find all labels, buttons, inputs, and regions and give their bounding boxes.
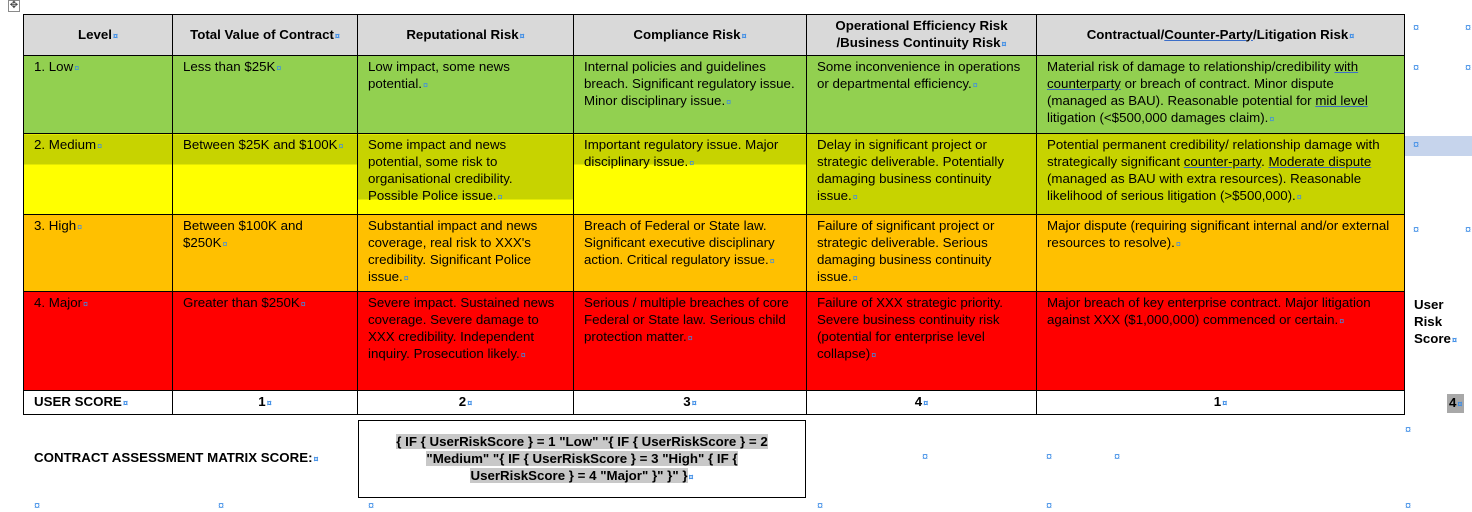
cell-end-mark-icon: ¤ — [689, 158, 695, 168]
cell-value[interactable]: Less than $25K¤ — [173, 56, 358, 134]
cell-end-mark-icon: ¤ — [1451, 335, 1457, 345]
row-end-mark-icon: ¤ — [1465, 22, 1472, 34]
user-score-value-reputational[interactable]: 2¤ — [358, 391, 574, 415]
cell-end-mark-icon: ¤ — [300, 299, 306, 309]
cell-level[interactable]: 3. High¤ — [24, 215, 173, 292]
user-score-value-contractual[interactable]: 1¤ — [1037, 391, 1405, 415]
cell-value[interactable]: Between $25K and $100K¤ — [173, 134, 358, 215]
row-low — [24, 56, 1405, 134]
cell-level[interactable]: 2. Medium¤ — [24, 134, 173, 215]
row-end-mark-icon: ¤ — [1413, 62, 1420, 74]
user-risk-score-label: User Risk Score¤ — [1414, 297, 1457, 346]
cell-end-mark-icon: ¤ — [83, 299, 89, 309]
cell-contractual[interactable]: Potential permanent credibility/ relationship damage with strategically significant counter-party. Moderate dispute (managed as BAU with extra resources). Reasonable likelihood of serious litigation (>$500,000).¤ — [1037, 134, 1405, 215]
row-end-mark-icon: ¤ — [218, 500, 225, 512]
table-move-handle-icon[interactable]: ✥ — [9, 0, 19, 11]
row-end-mark-icon: ¤ — [1413, 139, 1420, 151]
cell-reputational[interactable]: Severe impact. Sustained news coverage. Severe damage to XXX credibility. Independent inquiry. Prosecution likely.¤ — [358, 292, 574, 391]
row-major — [24, 292, 1405, 391]
cell-end-mark-icon: ¤ — [1296, 192, 1302, 202]
cell-end-mark-icon: ¤ — [741, 30, 747, 41]
row-medium — [24, 134, 1405, 215]
cell-end-mark-icon: ¤ — [691, 398, 697, 408]
cell-operational[interactable]: Some inconvenience in operations or departmental efficiency.¤ — [807, 56, 1037, 134]
cell-compliance[interactable]: Breach of Federal or State law. Significant executive disciplinary action. Critical regulatory issue.¤ — [574, 215, 807, 292]
cell-end-mark-icon: ¤ — [972, 80, 978, 90]
row-end-mark-icon: ¤ — [1405, 424, 1412, 436]
cell-end-mark-icon: ¤ — [338, 141, 344, 151]
cell-end-mark-icon: ¤ — [852, 192, 858, 202]
user-score-value-operational[interactable]: 4¤ — [807, 391, 1037, 415]
row-user-score — [24, 391, 1405, 415]
header-row — [24, 15, 1405, 56]
cell-contractual[interactable]: Major dispute (requiring significant internal and/or external resources to resolve).¤ — [1037, 215, 1405, 292]
cell-end-mark-icon: ¤ — [77, 222, 83, 232]
cell-level[interactable]: 4. Major¤ — [24, 292, 173, 391]
header-operational-risk[interactable]: Operational Efficiency Risk /Business Continuity Risk¤ — [807, 15, 1037, 56]
header-contractual-risk[interactable]: Contractual/Counter-Party/Litigation Risk¤ — [1037, 15, 1405, 56]
cell-compliance[interactable]: Internal policies and guidelines breach. Significant regulatory issue. Minor disciplinary issue.¤ — [574, 56, 807, 134]
row-end-mark-icon: ¤ — [1465, 224, 1472, 236]
cell-end-mark-icon: ¤ — [467, 398, 473, 408]
cell-value[interactable]: Greater than $250K¤ — [173, 292, 358, 391]
cell-end-mark-icon: ¤ — [222, 239, 228, 249]
cell-end-mark-icon: ¤ — [923, 398, 929, 408]
cell-end-mark-icon: ¤ — [1269, 114, 1275, 124]
cell-end-mark-icon: ¤ — [1339, 316, 1345, 326]
cell-end-mark-icon: ¤ — [852, 273, 858, 283]
cell-level[interactable]: 1. Low¤ — [24, 56, 173, 134]
cell-end-mark-icon: ¤ — [1175, 239, 1181, 249]
row-end-mark-icon: ¤ — [1046, 500, 1053, 512]
cell-end-mark-icon: ¤ — [74, 63, 80, 73]
cell-end-mark-icon: ¤ — [769, 256, 775, 266]
cell-end-mark-icon: ¤ — [276, 63, 282, 73]
cell-contractual[interactable]: Major breach of key enterprise contract. Major litigation against XXX ($1,000,000) commenced or certain.¤ — [1037, 292, 1405, 391]
cell-end-mark-icon: ¤ — [422, 80, 428, 90]
user-score-value-value[interactable]: 1¤ — [173, 391, 358, 415]
row-end-mark-icon: ¤ — [1413, 22, 1420, 34]
cell-end-mark-icon: ¤ — [113, 30, 119, 41]
cell-end-mark-icon: ¤ — [688, 472, 694, 482]
cell-end-mark-icon: ¤ — [1349, 30, 1355, 41]
cell-value[interactable]: Between $100K and $250K¤ — [173, 215, 358, 292]
cell-reputational[interactable]: Low impact, some news potential.¤ — [358, 56, 574, 134]
cell-end-mark-icon: ¤ — [520, 350, 526, 360]
row-high — [24, 215, 1405, 292]
assessment-score-field[interactable]: { IF { UserRiskScore } = 1 "Low" "{ IF { UserRiskScore } = 2 "Medium" "{ IF { UserRiskScore } = 3 "High" { IF { UserRiskScore } = 4 "Major" }" }" }¤ — [358, 420, 806, 498]
row-end-mark-icon: ¤ — [34, 500, 41, 512]
cell-end-mark-icon: ¤ — [871, 350, 877, 360]
cell-end-mark-icon: ¤ — [313, 454, 319, 464]
cell-end-mark-icon: ¤ — [266, 398, 272, 408]
row-end-mark-icon: ¤ — [368, 500, 375, 512]
cell-reputational[interactable]: Some impact and news potential, some risk to organisational credibility. Possible Police issue.¤ — [358, 134, 574, 215]
user-score-value-compliance[interactable]: 3¤ — [574, 391, 807, 415]
header-level[interactable]: Level¤ — [24, 15, 173, 56]
header-compliance-risk[interactable]: Compliance Risk¤ — [574, 15, 807, 56]
cell-end-mark-icon: ¤ — [497, 192, 503, 202]
cell-end-mark-icon: ¤ — [1222, 398, 1228, 408]
cell-compliance[interactable]: Important regulatory issue. Major disciplinary issue.¤ — [574, 134, 807, 215]
cell-operational[interactable]: Failure of XXX strategic priority. Severe business continuity risk (potential for enterprise level collapse)¤ — [807, 292, 1037, 391]
user-score-label: USER SCORE¤ — [24, 391, 173, 415]
contract-assessment-label: CONTRACT ASSESSMENT MATRIX SCORE:¤ — [34, 450, 319, 465]
cell-end-mark-icon: ¤ — [1457, 399, 1463, 409]
cell-operational[interactable]: Delay in significant project or strategic deliverable. Potentially damaging business continuity issue.¤ — [807, 134, 1037, 215]
cell-reputational[interactable]: Substantial impact and news coverage, real risk to XXX's credibility. Significant Police issue.¤ — [358, 215, 574, 292]
row-end-mark-icon: ¤ — [817, 500, 824, 512]
header-reputational-risk[interactable]: Reputational Risk¤ — [358, 15, 574, 56]
row-end-mark-icon: ¤ — [1405, 500, 1412, 512]
cell-end-mark-icon: ¤ — [97, 141, 103, 151]
row-end-mark-icon: ¤ — [1465, 62, 1472, 74]
cell-end-mark-icon: ¤ — [1001, 39, 1007, 49]
header-total-value[interactable]: Total Value of Contract¤ — [173, 15, 358, 56]
cell-end-mark-icon: ¤ — [519, 30, 525, 41]
row-end-mark-icon: ¤ — [1046, 451, 1053, 463]
risk-matrix-table — [23, 14, 1405, 415]
cell-end-mark-icon: ¤ — [403, 273, 409, 283]
cell-end-mark-icon: ¤ — [334, 30, 340, 41]
cell-end-mark-icon: ¤ — [726, 97, 732, 107]
cell-contractual[interactable]: Material risk of damage to relationship/credibility with counterparty or breach of contract. Minor dispute (managed as BAU). Reasonable potential for mid level litigation (<$500,000 damages claim).¤ — [1037, 56, 1405, 134]
user-risk-score-value[interactable]: 4¤ — [1447, 394, 1464, 413]
row-end-mark-icon: ¤ — [922, 451, 929, 463]
row-end-mark-icon: ¤ — [1413, 224, 1420, 236]
cell-operational[interactable]: Failure of significant project or strategic deliverable. Serious damaging business continuity issue.¤ — [807, 215, 1037, 292]
cell-compliance[interactable]: Serious / multiple breaches of core Federal or State law. Serious child protection matter.¤ — [574, 292, 807, 391]
cell-end-mark-icon: ¤ — [687, 333, 693, 343]
row-end-mark-icon: ¤ — [1114, 451, 1121, 463]
cell-end-mark-icon: ¤ — [122, 398, 128, 408]
